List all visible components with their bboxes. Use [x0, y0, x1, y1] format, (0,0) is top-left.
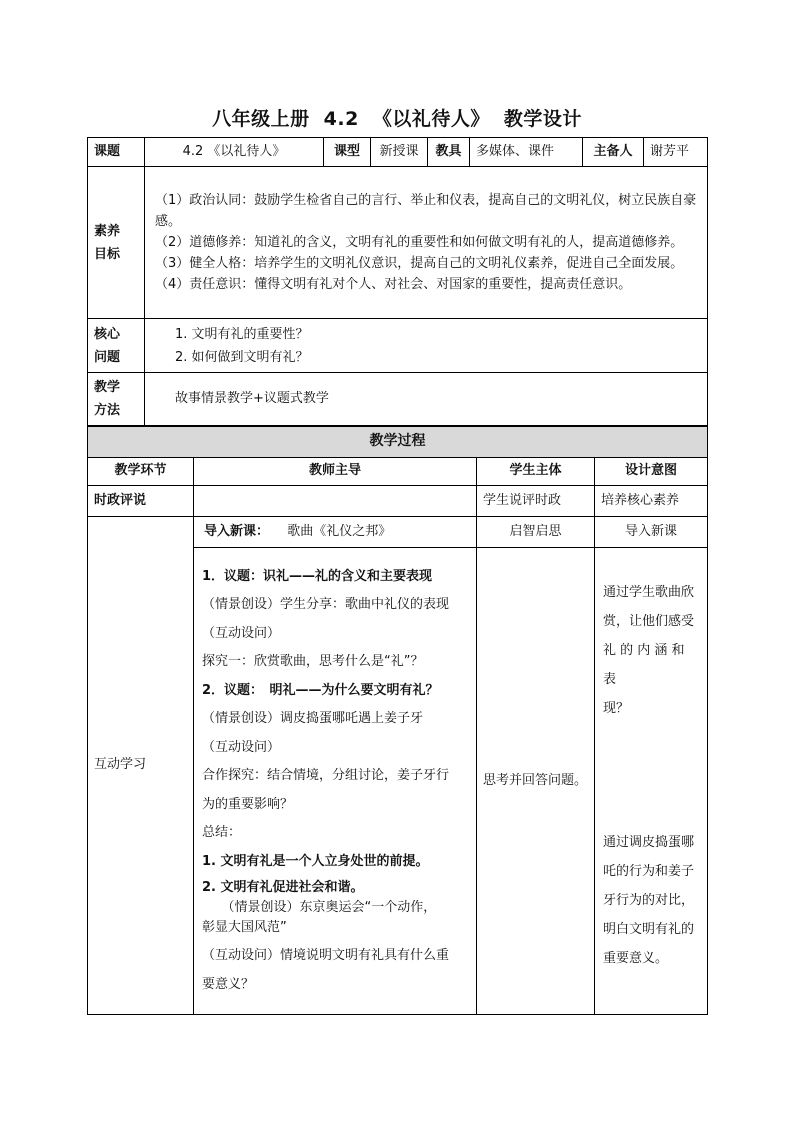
purpose-a-line: 现？ — [603, 701, 630, 716]
purpose-a-line: 通过学生歌曲欣 — [603, 585, 695, 600]
literacy-row — [88, 167, 708, 319]
col-student-header: 学生主体 — [477, 458, 595, 486]
method-value: 故事情景教学+议题式教学 — [145, 373, 708, 426]
summary-label: 总结： — [202, 825, 242, 841]
interactive-student: 思考并回答问题。 — [477, 548, 595, 1015]
news-purpose: 培养核心素养 — [595, 486, 708, 517]
explore-1: 探究一：欣赏歌曲，思考什么是“礼”？ — [202, 654, 424, 670]
news-row — [88, 486, 708, 517]
literacy-label — [88, 167, 145, 319]
news-teacher — [194, 486, 477, 517]
scene-3-line-2: 彰显大国风范” — [202, 920, 287, 936]
title-lesson: 《以礼待人》 — [372, 108, 490, 130]
ask-1: （互动设问） — [202, 625, 281, 641]
literacy-item: （1）政治认同：鼓励学生检省自己的言行、举止和仪表，提高自己的文明礼仪，树立民族自豪感。 — [155, 193, 697, 229]
core-label-line2: 问题 — [94, 349, 121, 365]
intro-text: 歌曲《礼仪之邦》 — [287, 523, 392, 539]
literacy-item: （3）健全人格：培养学生的文明礼仪意识，提高自己的文明礼仪素养，促进自己全面发展。 — [155, 256, 684, 271]
purpose-b-line: 重要意义。 — [603, 951, 669, 966]
type-label: 课型 — [324, 138, 371, 167]
purpose-b-line: 吒的行为和姜子 — [603, 864, 695, 879]
intro-student: 启智启思 — [477, 517, 595, 548]
coop-line-1: 合作探究：结合情境，分组讨论，姜子牙行 — [202, 768, 450, 784]
intro-teacher — [194, 517, 477, 548]
title-suffix: 教学设计 — [503, 108, 582, 130]
process-table — [87, 426, 708, 1015]
literacy-item: （2）道德修养：知道礼的含义，文明有礼的重要性和如何做文明有礼的人，提高道德修养。 — [155, 235, 684, 250]
core-label-line1: 核心 — [94, 326, 121, 342]
core-question-label — [88, 319, 145, 373]
interactive-purpose — [595, 548, 708, 1015]
topic-label: 课题 — [88, 138, 145, 167]
core-question-item: 2. 如何做到文明有礼？ — [175, 349, 309, 365]
scene-2: （情景创设）调皮捣蛋哪吒遇上姜子牙 — [202, 711, 424, 727]
intro-label: 导入新课： — [204, 523, 270, 539]
scene-1: （情景创设）学生分享：歌曲中礼仪的表现 — [202, 597, 450, 613]
interactive-teacher — [194, 548, 477, 1015]
aids-label: 教具 — [428, 138, 470, 167]
method-label-line1: 教学 — [94, 380, 121, 395]
type-value: 新授课 — [371, 138, 428, 167]
process-title-row — [88, 427, 708, 458]
title-number: 4.2 — [323, 108, 359, 130]
title-grade: 八年级上册 — [212, 108, 310, 130]
method-label-line2: 方法 — [94, 403, 121, 418]
document-title — [0, 104, 794, 131]
purpose-b-line: 牙行为的对比， — [603, 893, 695, 908]
topic-value: 4.2 《以礼待人》 — [145, 138, 324, 167]
intro-row — [88, 517, 708, 548]
header-row — [88, 138, 708, 167]
topic-1: 1．议题：识礼——礼的含义和主要表现 — [202, 568, 433, 584]
literacy-goals — [145, 167, 708, 319]
ask-3-line-2: 要意义？ — [202, 976, 255, 992]
literacy-label-line1: 素养 — [94, 223, 121, 239]
process-header-row — [88, 458, 708, 486]
summary-point-2: 2. 文明有礼促进社会和谐。 — [202, 880, 364, 896]
news-stage: 时政评说 — [88, 486, 194, 517]
summary-point-1: 1. 文明有礼是一个人立身处世的前提。 — [202, 853, 429, 869]
core-question-item: 1. 文明有礼的重要性？ — [175, 326, 309, 342]
scene-3-line-1: （情景创设）东京奥运会“一个动作， — [202, 900, 437, 916]
purpose-a-line: 礼 的 内 涵 和 表 — [603, 643, 685, 687]
core-questions — [145, 319, 708, 373]
literacy-item: （4）责任意识：懂得文明有礼对个人、对社会、对国家的重要性，提高责任意识。 — [155, 277, 632, 292]
literacy-label-line2: 目标 — [94, 246, 121, 262]
ask-2: （互动设问） — [202, 739, 281, 755]
news-student: 学生说评时政 — [477, 486, 595, 517]
col-stage-header: 教学环节 — [88, 458, 194, 486]
topic-2: 2．议题： 明礼——为什么要文明有礼？ — [202, 682, 439, 698]
aids-value: 多媒体、课件 — [470, 138, 583, 167]
preparer-value: 谢芳平 — [644, 138, 708, 167]
method-label — [88, 373, 145, 426]
process-title: 教学过程 — [88, 427, 708, 458]
ask-3-line-1: （互动设问）情境说明文明有礼具有什么重 — [202, 948, 450, 964]
interactive-stage: 互动学习 — [88, 517, 194, 1015]
coop-line-2: 为的重要影响？ — [202, 796, 294, 812]
purpose-b-line: 明白文明有礼的 — [603, 922, 695, 937]
purpose-a-line: 赏，让他们感受 — [603, 614, 695, 629]
core-question-row — [88, 319, 708, 373]
col-purpose-header: 设计意图 — [595, 458, 708, 486]
lesson-info-table — [87, 137, 708, 426]
intro-purpose: 导入新课 — [595, 517, 708, 548]
purpose-b-line: 通过调皮捣蛋哪 — [603, 835, 695, 850]
preparer-label: 主备人 — [583, 138, 644, 167]
method-row — [88, 373, 708, 426]
col-teacher-header: 教师主导 — [194, 458, 477, 486]
